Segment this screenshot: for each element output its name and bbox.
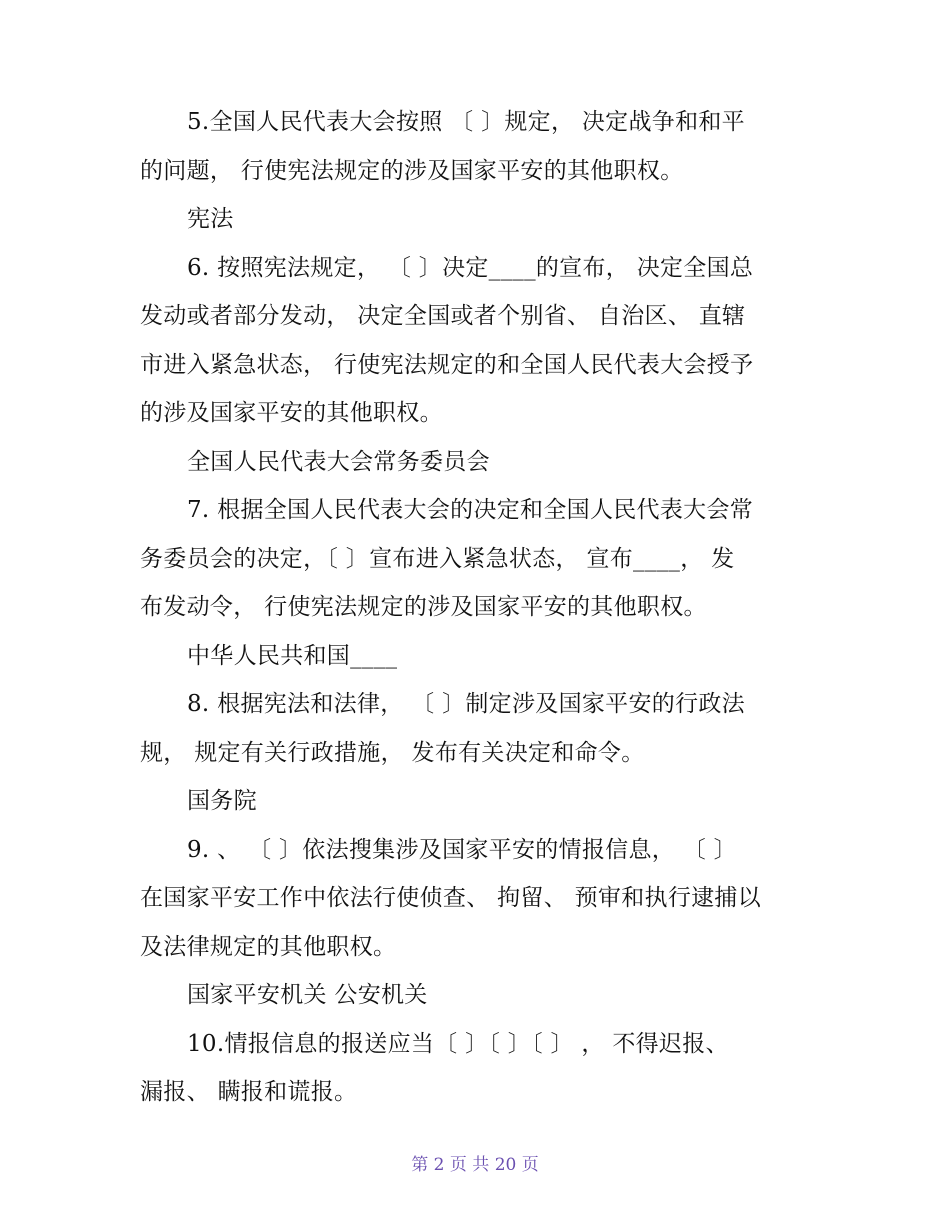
text-line: 及法律规定的其他职权。 <box>140 933 397 960</box>
answer-line: 宪法 <box>187 206 234 232</box>
text-line: 的涉及国家平安的其他职权。 <box>140 400 443 426</box>
text-line: 7. 根据全国人民代表大会的决定和全国人民代表大会常 <box>187 497 754 523</box>
text-line: 规， 规定有关行政措施， 发布有关决定和命令。 <box>140 739 645 766</box>
text-line: 市进入紧急状态， 行使宪法规定的和全国人民代表大会授予 <box>140 351 754 378</box>
answer-line: 全国人民代表大会常务委员会 <box>187 448 490 475</box>
text-line: 漏报、 瞒报和谎报。 <box>140 1079 358 1105</box>
text-line: 5.全国人民代表大会按照 〔 〕规定， 决定战争和和平 <box>187 109 745 135</box>
document-body <box>140 98 815 1117</box>
text-line: 发动或者部分发动， 决定全国或者个别省、 自治区、 直辖 <box>140 303 746 329</box>
answer-line: 国务院 <box>187 788 257 814</box>
text-line: 布发动令， 行使宪法规定的涉及国家平安的其他职权。 <box>140 594 707 620</box>
text-line: 10.情报信息的报送应当〔 〕〔 〕〔 〕 ， 不得迟报、 <box>187 1030 729 1057</box>
text-line: 8. 根据宪法和法律， 〔 〕制定涉及国家平安的行政法 <box>187 691 745 717</box>
text-line: 9. 、 〔 〕依法搜集涉及国家平安的情报信息， 〔 〕 <box>187 836 737 863</box>
answer-line: 中华人民共和国____ <box>187 642 398 669</box>
text-line: 6. 按照宪法规定， 〔 〕决定____的宣布， 决定全国总 <box>187 254 754 281</box>
text-line: 务委员会的决定，〔 〕宣布进入紧急状态， 宣布____， 发 <box>140 545 735 572</box>
text-line: 在国家平安工作中依法行使侦查、 拘留、 预审和执行逮捕以 <box>140 885 762 911</box>
page-number-footer: 第 2 页 共 20 页 <box>411 1155 539 1175</box>
answer-line: 国家平安机关 公安机关 <box>187 982 428 1008</box>
text-line: 的问题， 行使宪法规定的涉及国家平安的其他职权。 <box>140 157 684 184</box>
